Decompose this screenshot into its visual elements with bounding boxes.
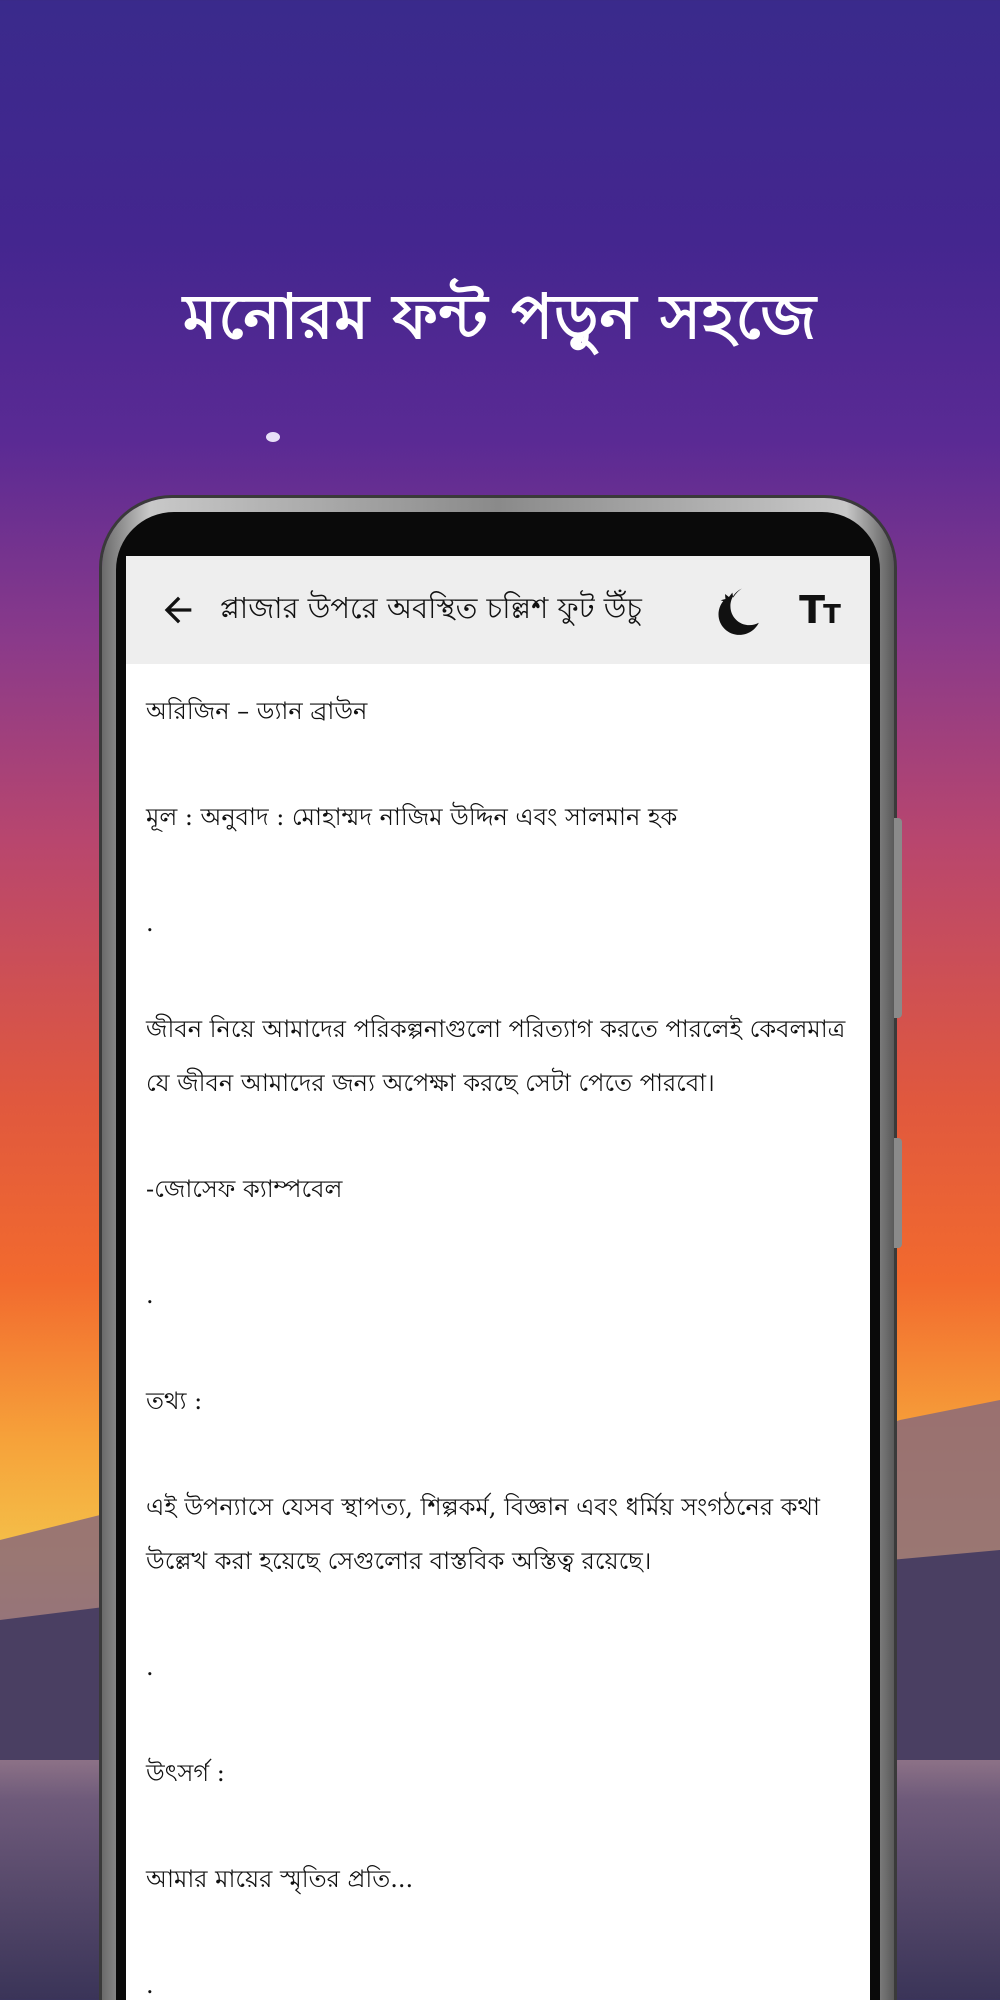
night-mode-button[interactable] <box>706 578 770 642</box>
paragraph: উৎসর্গ : <box>146 1759 225 1787</box>
phone-bezel <box>116 512 880 2000</box>
promo-headline: মনোরম ফন্ট পড়ুন সহজে <box>183 280 817 353</box>
paragraph: আমার মায়ের স্মৃতির প্রতি... <box>146 1865 414 1893</box>
moon-decoration <box>266 432 280 442</box>
font-size-icon: T <box>799 588 826 632</box>
arrow-left-icon <box>158 590 198 630</box>
paragraph: . <box>146 909 154 937</box>
paragraph: . <box>146 1653 154 1681</box>
back-button[interactable] <box>154 586 202 634</box>
paragraph: . <box>146 1971 154 1999</box>
app-screen <box>126 556 870 2000</box>
page-title: প্লাজার উপরে অবস্থিত চল্লিশ ফুট উঁচু <box>220 590 642 625</box>
paragraph: এই উপন্যাসে যেসব স্থাপত্য, শিল্পকর্ম, বিজ্ঞান এবং ধর্মিয় সংগঠনের কথা উল্লেখ করা হয়েছে সেগুলোর বাস্তবিক অস্তিত্ব রয়েছে। <box>146 1493 820 1575</box>
paragraph: মূল : অনুবাদ : মোহাম্মদ নাজিম উদ্দিন এবং সালমান হক <box>146 803 678 831</box>
paragraph: জীবন নিয়ে আমাদের পরিকল্পনাগুলো পরিত্যাগ করতে পারলেই কেবলমাত্র যে জীবন আমাদের জন্য অপেক্ষা করছে সেটা পেতে পারবো। <box>146 1015 846 1097</box>
phone-frame <box>102 498 894 2000</box>
paragraph: অরিজিন – ড্যান ব্রাউন <box>146 697 368 725</box>
phone-power-button <box>894 1138 902 1248</box>
paragraph: তথ্য : <box>146 1387 203 1415</box>
paragraph: -জোসেফ ক্যাম্পবেল <box>146 1175 343 1203</box>
app-bar <box>126 556 870 664</box>
font-size-button[interactable] <box>788 578 852 642</box>
phone-volume-button <box>894 818 902 1018</box>
moon-icon <box>712 584 764 636</box>
font-size-icon-small: T <box>823 600 841 630</box>
paragraph: . <box>146 1281 154 1309</box>
reader-content <box>126 664 870 2000</box>
